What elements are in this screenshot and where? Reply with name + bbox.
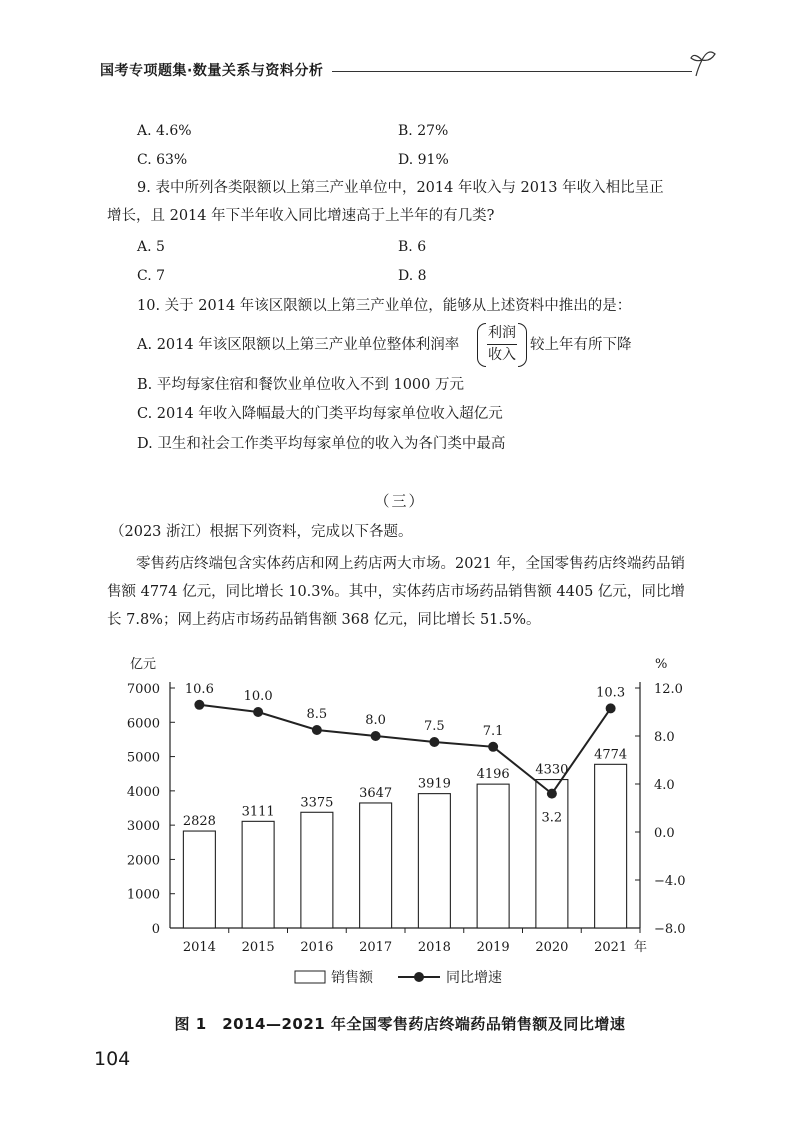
x-tick-label: 2020 xyxy=(535,940,569,955)
growth-point xyxy=(371,731,381,741)
growth-point xyxy=(312,725,322,735)
growth-value-label: 3.2 xyxy=(541,810,563,826)
growth-point xyxy=(194,700,204,710)
growth-value-label: 10.3 xyxy=(596,685,626,701)
section-heading: （三） xyxy=(374,492,426,510)
q9-option-d: D. 8 xyxy=(398,268,427,284)
q9-option-c: C. 7 xyxy=(137,268,166,284)
bar-value-label: 3111 xyxy=(241,804,275,820)
right-tick-label: 0.0 xyxy=(654,826,675,841)
fraction-right-paren xyxy=(518,323,527,367)
left-axis-unit: 亿元 xyxy=(130,657,157,672)
left-tick-label: 0 xyxy=(151,922,160,937)
x-tick-label: 2016 xyxy=(300,940,334,955)
q8-option-d: D. 91% xyxy=(398,152,449,168)
q8-option-a: A. 4.6% xyxy=(137,123,192,139)
growth-value-label: 7.1 xyxy=(482,723,504,739)
header-rule xyxy=(332,71,692,72)
bar xyxy=(301,812,333,928)
sales-growth-chart xyxy=(0,640,800,1010)
x-tick-label: 2019 xyxy=(476,940,510,955)
x-tick-label: 2014 xyxy=(182,940,216,955)
right-tick-label: −4.0 xyxy=(654,874,686,889)
fraction-numerator: 利润 xyxy=(488,325,516,341)
bar-value-label: 3375 xyxy=(300,795,334,811)
bar-value-label: 4330 xyxy=(535,762,569,778)
header-title: 国考专项题集·数量关系与资料分析 xyxy=(100,63,324,79)
legend-bar-label: 销售额 xyxy=(331,970,373,986)
growth-point xyxy=(547,789,557,799)
x-tick-label: 2018 xyxy=(417,940,451,955)
left-tick-label: 3000 xyxy=(126,819,160,835)
q10-stem: 10. 关于 2014 年该区限额以上第三产业单位，能够从上述资料中推出的是： xyxy=(137,298,632,314)
left-tick-label: 5000 xyxy=(126,750,160,766)
left-tick-label: 2000 xyxy=(126,853,160,869)
q10-option-c: C. 2014 年收入降幅最大的门类平均每家单位收入超亿元 xyxy=(137,406,503,422)
growth-value-label: 8.0 xyxy=(365,713,386,728)
growth-point xyxy=(253,707,263,717)
q9-option-a: A. 5 xyxy=(137,239,165,255)
bar xyxy=(418,794,450,928)
left-tick-label: 7000 xyxy=(126,682,160,697)
q10-option-a-suffix: 较上年有所下降 xyxy=(530,337,632,353)
bar xyxy=(242,821,274,928)
q10-option-d: D. 卫生和社会工作类平均每家单位的收入为各门类中最高 xyxy=(137,436,506,452)
q8-option-c: C. 63% xyxy=(137,152,188,168)
q10-option-a-prefix: A. 2014 年该区限额以上第三产业单位整体利润率 xyxy=(137,337,460,353)
x-axis-unit: 年 xyxy=(634,940,648,955)
left-tick-label: 6000 xyxy=(126,716,160,732)
right-tick-label: 12.0 xyxy=(654,682,683,697)
bar-value-label: 2828 xyxy=(182,814,216,830)
bar xyxy=(360,803,392,928)
q9-stem-line1: 9. 表中所列各类限额以上第三产业单位中，2014 年收入与 2013 年收入相比呈正 xyxy=(137,180,664,196)
figure-caption: 图 1 2014—2021 年全国零售药店终端药品销售额及同比增速 xyxy=(174,1015,626,1033)
bar xyxy=(536,780,568,928)
growth-point xyxy=(488,742,498,752)
right-tick-label: 4.0 xyxy=(654,778,675,793)
legend-line-marker xyxy=(414,972,424,982)
section-paragraph: 零售药店终端包含实体药店和网上药店两大市场。2021 年，全国零售药店终端药品销售额 4774 亿元，同比增长 10.3%。其中，实体药店市场药品销售额 4405 亿元，同比增长 7.8%；网上药店市场药品销售额 368 亿元，同比增长 51.5%。 xyxy=(107,556,686,628)
running-header xyxy=(100,56,720,86)
q10-option-b: B. 平均每家住宿和餐饮业单位收入不到 1000 万元 xyxy=(137,377,464,393)
legend-bar-swatch xyxy=(295,971,325,983)
legend-line-label: 同比增速 xyxy=(446,970,502,986)
growth-value-label: 10.6 xyxy=(184,681,214,697)
bar xyxy=(183,831,215,928)
right-tick-label: 8.0 xyxy=(654,730,675,745)
x-tick-label: 2017 xyxy=(359,940,393,955)
growth-value-label: 8.5 xyxy=(306,707,328,722)
q8-option-b: B. 27% xyxy=(398,123,449,139)
profit-ratio-fraction xyxy=(477,323,527,367)
bar xyxy=(477,784,509,928)
right-tick-label: −8.0 xyxy=(654,922,686,937)
sprout-icon xyxy=(688,46,718,80)
q9-stem-line2: 增长，且 2014 年下半年收入同比增速高于上半年的有几类? xyxy=(107,208,495,224)
bar-value-label: 4196 xyxy=(476,767,510,783)
x-tick-label: 2021 xyxy=(594,940,628,955)
growth-point xyxy=(606,703,616,713)
page-number: 104 xyxy=(94,1048,131,1070)
growth-value-label: 7.5 xyxy=(424,719,445,734)
bar-value-label: 3919 xyxy=(417,776,451,792)
left-tick-label: 1000 xyxy=(126,887,160,903)
right-axis-unit: % xyxy=(655,657,668,672)
bar-value-label: 4774 xyxy=(594,747,628,763)
section-source: （2023 浙江）根据下列资料，完成以下各题。 xyxy=(110,524,413,540)
q9-option-b: B. 6 xyxy=(398,239,427,255)
growth-value-label: 10.0 xyxy=(243,689,273,704)
growth-point xyxy=(429,737,439,747)
fraction-denominator: 收入 xyxy=(488,347,516,363)
left-tick-label: 4000 xyxy=(126,784,160,800)
bar-value-label: 3647 xyxy=(359,785,393,801)
bar xyxy=(595,764,627,928)
x-tick-label: 2015 xyxy=(241,940,275,955)
